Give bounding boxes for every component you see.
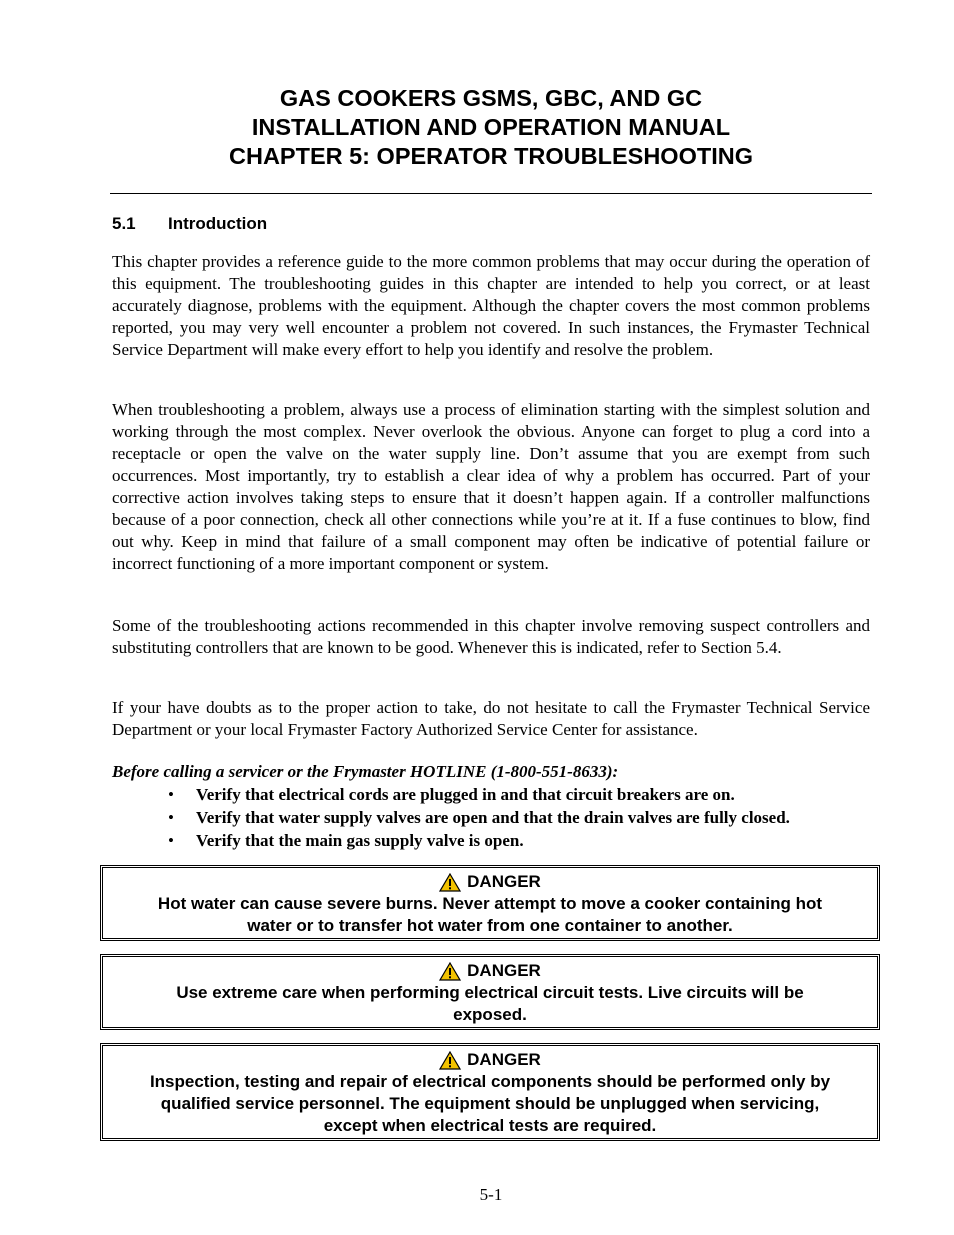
paragraph-troubleshooting-approach: When troubleshooting a problem, always use a process of elimination starting with the simplest solution and working through the most complex. Never overlook the obvious. Anyone can forget to plug a cord into a receptacle or open the valve on the water supply line. Don’t assume that you are exempt from such occurrences. Most importantly, try to establish a clear idea of why a problem has occurred. Part of your corrective action involves taking steps to ensure that it doesn’t happen again. If a controller malfunctions because of a poor connection, check all other connections while you’re at it. If a fuse continues to blow, find out why. Keep in mind that failure of a small component may often be indicative of potential failure or incorrect functioning of a more important component or system.: [112, 400, 870, 573]
title-line-2: INSTALLATION AND OPERATION MANUAL: [251, 114, 731, 140]
title-line-3: CHAPTER 5: OPERATOR TROUBLESHOOTING: [229, 143, 753, 169]
danger-text-line: exposed.: [453, 1005, 527, 1024]
danger-label: DANGER: [467, 1050, 541, 1069]
warning-triangle-icon: [439, 962, 461, 981]
list-item: • Verify that electrical cords are plugged in and that circuit breakers are on.: [168, 785, 735, 804]
bullet-icon: •: [168, 808, 174, 827]
hotline-note: Before calling a servicer or the Frymaster HOTLINE (1-800-551-8633):: [112, 762, 619, 781]
warning-triangle-icon: [439, 873, 461, 892]
danger-text-line: Hot water can cause severe burns. Never attempt to move a cooker containing hot: [157, 894, 823, 913]
title-divider: [110, 193, 872, 194]
danger-box-qualified-personnel: [100, 1043, 880, 1141]
danger-text-line: Use extreme care when performing electrical circuit tests. Live circuits will be: [176, 983, 804, 1002]
bullet-icon: •: [168, 831, 174, 850]
danger-label: DANGER: [467, 961, 541, 980]
section-heading: [112, 214, 267, 234]
title-line-1: GAS COOKERS GSMS, GBC, AND GC: [279, 85, 703, 111]
paragraph-intro: This chapter provides a reference guide to the more common problems that may occur during the operation of this equipment. The troubleshooting guides in this chapter are intended to help you correct, or at least accurately diagnose, problems with the equipment. Although the chapter covers the most common problems reported, you may very well encounter a problem not covered. In such instances, the Frymaster Technical Service Department will make every effort to help you identify and resolve the problem.: [112, 252, 870, 359]
section-number: 5.1: [112, 214, 136, 233]
danger-label: DANGER: [467, 872, 541, 891]
danger-text-line: water or to transfer hot water from one container to another.: [247, 916, 733, 935]
danger-text-line: Inspection, testing and repair of electrical components should be performed only by: [149, 1072, 831, 1091]
page-number: 5-1: [479, 1185, 503, 1204]
list-item: • Verify that water supply valves are open and that the drain valves are fully closed.: [168, 808, 790, 827]
danger-box-circuit-tests: [100, 954, 880, 1030]
danger-box-hot-water: [100, 865, 880, 941]
warning-triangle-icon: [439, 1051, 461, 1070]
list-item: • Verify that the main gas supply valve is open.: [168, 831, 524, 850]
paragraph-contact-service: If your have doubts as to the proper action to take, do not hesitate to call the Frymaster Technical Service Department or your local Frymaster Factory Authorized Service Center for assistance.: [112, 698, 870, 739]
danger-text-line: except when electrical tests are required.: [323, 1116, 657, 1135]
section-title: Introduction: [168, 214, 268, 233]
danger-text-line: qualified service personnel. The equipment should be unplugged when servicing,: [160, 1094, 820, 1113]
paragraph-controllers: Some of the troubleshooting actions recommended in this chapter involve removing suspect controllers and substituting controllers that are known to be good. Whenever this is indicated, refer to Section 5.4.: [112, 616, 870, 657]
chapter-title: [0, 84, 954, 171]
bullet-icon: •: [168, 785, 174, 804]
pre-call-checklist: [166, 783, 790, 852]
